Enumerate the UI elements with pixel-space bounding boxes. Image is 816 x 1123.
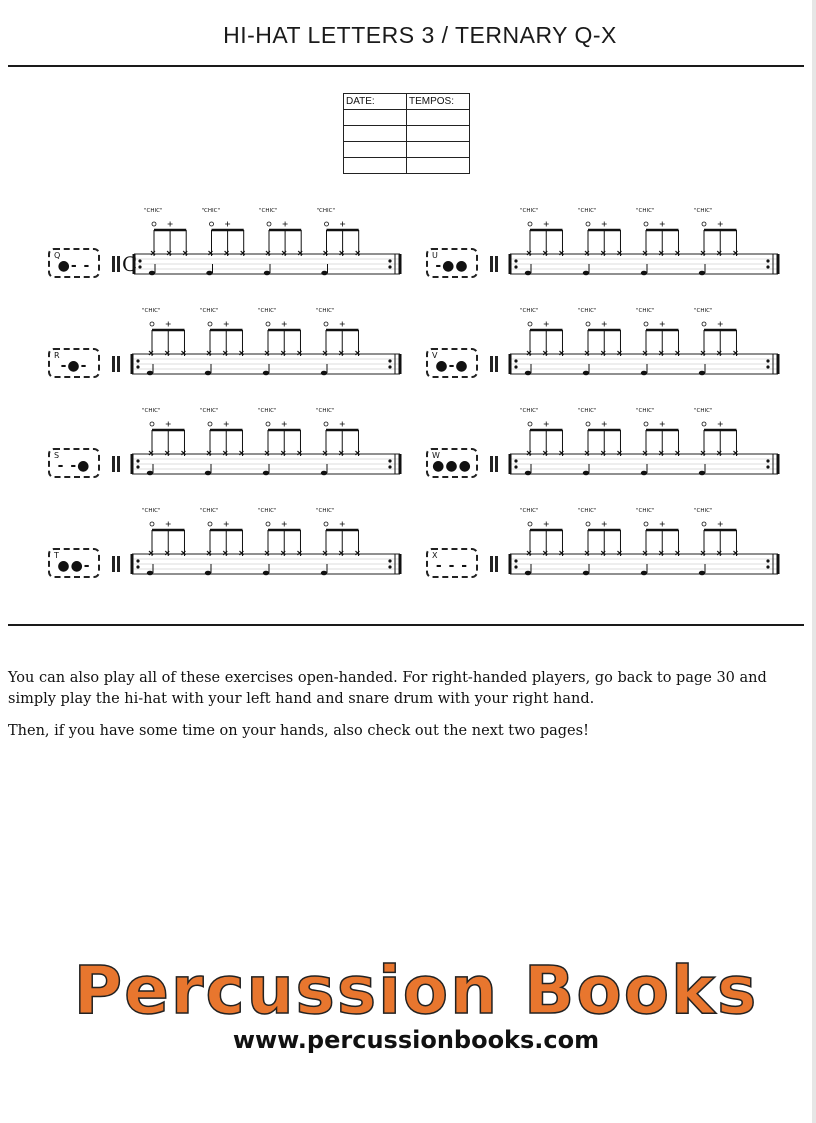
open-marker	[586, 222, 590, 226]
chic-label: "CHIC"	[520, 208, 539, 214]
repeat-dot	[388, 359, 391, 362]
closed-marker	[544, 422, 549, 427]
open-marker	[324, 322, 328, 326]
open-marker	[528, 422, 532, 426]
chic-label: "CHIC"	[142, 508, 161, 514]
clef-bar	[112, 256, 115, 272]
tempo-cell[interactable]	[407, 126, 470, 142]
chic-label: "CHIC"	[258, 508, 277, 514]
repeat-dot	[388, 565, 391, 568]
open-marker	[644, 222, 648, 226]
chic-label: "CHIC"	[694, 308, 713, 314]
exercise-v	[426, 298, 786, 388]
bass-drum-note	[583, 471, 589, 476]
letter-pattern: -●●	[435, 258, 469, 274]
bass-drum-note	[641, 371, 647, 376]
bass-drum-note	[699, 271, 705, 276]
clef-bar	[490, 556, 493, 572]
letter-label: Q	[54, 251, 61, 260]
page-title: HI-HAT LETTERS 3 / TERNARY Q-X	[223, 22, 617, 48]
repeat-dot	[136, 459, 139, 462]
open-marker	[324, 522, 328, 526]
clef-bar	[112, 456, 115, 472]
tempo-cell[interactable]	[407, 110, 470, 126]
instruction-paragraph: You can also play all of these exercises open-handed. For right-handed players, go back to page 30 and simply play the hi-hat with your left hand and snare drum with your right hand.	[8, 670, 767, 707]
top-rule	[8, 65, 804, 67]
letter-label: S	[54, 451, 60, 460]
bass-drum-note	[149, 271, 155, 276]
instructions	[8, 668, 808, 753]
letter-label: U	[432, 251, 438, 260]
letter-pattern: ●-●	[435, 358, 469, 374]
drum-staff	[110, 398, 410, 488]
date-cell[interactable]	[344, 126, 407, 142]
exercise-t	[48, 498, 408, 588]
repeat-dot	[388, 465, 391, 468]
chic-label: "CHIC"	[200, 408, 219, 414]
closed-marker	[544, 222, 549, 227]
chic-label: "CHIC"	[316, 508, 335, 514]
chic-label: "CHIC"	[636, 208, 655, 214]
open-marker	[586, 522, 590, 526]
clef-bar	[112, 556, 115, 572]
bass-drum-note	[205, 471, 211, 476]
repeat-dot	[514, 465, 517, 468]
chic-label: "CHIC"	[316, 208, 335, 214]
closed-marker	[168, 222, 173, 227]
chic-label: "CHIC"	[142, 408, 161, 414]
bass-drum-note	[641, 271, 647, 276]
closed-marker	[660, 222, 665, 227]
chic-label: "CHIC"	[578, 208, 597, 214]
date-cell[interactable]	[344, 142, 407, 158]
letter-pattern: ●●-	[57, 558, 91, 574]
chic-label: "CHIC"	[142, 308, 161, 314]
closed-marker	[283, 222, 288, 227]
closed-marker	[544, 322, 549, 327]
bass-drum-note	[263, 471, 269, 476]
chic-label: "CHIC"	[578, 408, 597, 414]
closed-marker	[225, 222, 230, 227]
chic-label: "CHIC"	[259, 208, 278, 214]
repeat-dot	[388, 559, 391, 562]
closed-marker	[718, 522, 723, 527]
repeat-dot	[388, 459, 391, 462]
repeat-dot	[766, 559, 769, 562]
letter-box	[48, 548, 100, 578]
letter-box	[48, 348, 100, 378]
open-marker	[644, 422, 648, 426]
open-marker	[208, 322, 212, 326]
closed-marker	[166, 522, 171, 527]
letter-label: X	[432, 551, 438, 560]
repeat-dot	[138, 265, 141, 268]
closed-marker	[660, 422, 665, 427]
letter-box	[48, 248, 100, 278]
bass-drum-note	[641, 571, 647, 576]
bass-drum-note	[147, 571, 153, 576]
closed-marker	[224, 522, 229, 527]
open-marker	[644, 522, 648, 526]
closed-marker	[224, 322, 229, 327]
drum-staff	[110, 198, 410, 288]
open-marker	[152, 222, 156, 226]
open-marker	[150, 322, 154, 326]
clef-bar	[117, 356, 120, 372]
date-cell[interactable]	[344, 110, 407, 126]
practice-log-table	[343, 93, 470, 174]
clef-bar	[495, 556, 498, 572]
closed-marker	[544, 522, 549, 527]
instruction-paragraph: Then, if you have some time on your hands, also check out the next two pages!	[8, 723, 589, 739]
chic-label: "CHIC"	[316, 408, 335, 414]
repeat-dot	[138, 259, 141, 262]
drum-staff	[488, 298, 788, 388]
letter-box	[426, 448, 478, 478]
bass-drum-note	[205, 571, 211, 576]
repeat-dot	[766, 565, 769, 568]
repeat-dot	[136, 359, 139, 362]
bass-drum-note	[264, 271, 270, 276]
bass-drum-note	[699, 371, 705, 376]
letter-label: T	[54, 551, 59, 560]
closed-marker	[166, 322, 171, 327]
repeat-dot	[388, 265, 391, 268]
closed-marker	[718, 222, 723, 227]
chic-label: "CHIC"	[200, 508, 219, 514]
repeat-dot	[514, 459, 517, 462]
chic-label: "CHIC"	[694, 408, 713, 414]
chic-label: "CHIC"	[200, 308, 219, 314]
bass-drum-note	[147, 371, 153, 376]
chic-label: "CHIC"	[201, 208, 220, 214]
closed-marker	[282, 322, 287, 327]
repeat-dot	[136, 559, 139, 562]
letter-label: W	[432, 451, 440, 460]
bass-drum-note	[583, 571, 589, 576]
exercise-r	[48, 298, 408, 388]
open-marker	[528, 222, 532, 226]
clef-bar	[495, 256, 498, 272]
closed-marker	[602, 522, 607, 527]
letter-box	[426, 548, 478, 578]
closed-marker	[660, 322, 665, 327]
chic-label: "CHIC"	[316, 308, 335, 314]
closed-marker	[224, 422, 229, 427]
bass-drum-note	[205, 371, 211, 376]
repeat-dot	[136, 365, 139, 368]
closed-marker	[602, 422, 607, 427]
tempos-header: TEMPOS:	[407, 94, 470, 110]
open-marker	[586, 422, 590, 426]
bass-drum-note	[525, 371, 531, 376]
bass-drum-note	[641, 471, 647, 476]
bass-drum-note	[525, 271, 531, 276]
closed-marker	[166, 422, 171, 427]
open-marker	[266, 422, 270, 426]
open-marker	[702, 222, 706, 226]
bass-drum-note	[699, 571, 705, 576]
open-marker	[702, 522, 706, 526]
bass-drum-note	[321, 271, 327, 276]
repeat-dot	[136, 465, 139, 468]
repeat-dot	[514, 365, 517, 368]
drum-staff	[110, 298, 410, 388]
open-marker	[702, 422, 706, 426]
repeat-dot	[766, 265, 769, 268]
repeat-dot	[766, 465, 769, 468]
repeat-dot	[514, 265, 517, 268]
chic-label: "CHIC"	[694, 208, 713, 214]
chic-label: "CHIC"	[258, 308, 277, 314]
clef-bar	[490, 356, 493, 372]
repeat-dot	[388, 365, 391, 368]
closed-marker	[718, 322, 723, 327]
chic-label: "CHIC"	[636, 308, 655, 314]
letter-label: R	[54, 351, 60, 360]
exercise-w	[426, 398, 786, 488]
bass-drum-note	[321, 371, 327, 376]
exercise-q	[48, 198, 408, 288]
clef-bar	[117, 556, 120, 572]
chic-label: "CHIC"	[144, 208, 163, 214]
repeat-dot	[514, 359, 517, 362]
open-marker	[210, 222, 214, 226]
open-marker	[150, 422, 154, 426]
letter-box	[426, 248, 478, 278]
repeat-dot	[514, 259, 517, 262]
open-marker	[150, 522, 154, 526]
drum-staff	[488, 398, 788, 488]
open-marker	[702, 322, 706, 326]
bass-drum-note	[525, 471, 531, 476]
chic-label: "CHIC"	[520, 308, 539, 314]
chic-label: "CHIC"	[578, 508, 597, 514]
letter-pattern: ●●●	[432, 458, 472, 474]
closed-marker	[340, 322, 345, 327]
repeat-dot	[766, 359, 769, 362]
exercise-u	[426, 198, 786, 288]
open-marker	[208, 522, 212, 526]
open-marker	[267, 222, 271, 226]
drum-staff	[488, 498, 788, 588]
date-header: DATE:	[344, 94, 407, 110]
closed-marker	[282, 422, 287, 427]
closed-marker	[340, 422, 345, 427]
closed-marker	[340, 222, 345, 227]
date-cell[interactable]	[344, 158, 407, 174]
bass-drum-note	[263, 571, 269, 576]
repeat-dot	[388, 259, 391, 262]
chic-label: "CHIC"	[520, 408, 539, 414]
bass-drum-note	[321, 471, 327, 476]
clef-bar	[495, 356, 498, 372]
closed-marker	[602, 222, 607, 227]
clef-bar	[490, 456, 493, 472]
open-marker	[266, 322, 270, 326]
open-marker	[528, 322, 532, 326]
letter-box	[48, 448, 100, 478]
bass-drum-note	[263, 371, 269, 376]
closed-marker	[660, 522, 665, 527]
chic-label: "CHIC"	[636, 408, 655, 414]
bass-drum-note	[699, 471, 705, 476]
chic-label: "CHIC"	[578, 308, 597, 314]
chic-label: "CHIC"	[636, 508, 655, 514]
clef-bar	[495, 456, 498, 472]
letter-box	[426, 348, 478, 378]
letter-pattern: -●-	[60, 358, 88, 374]
drum-staff	[110, 498, 410, 588]
open-marker	[266, 522, 270, 526]
open-marker	[325, 222, 329, 226]
tempo-cell[interactable]	[407, 142, 470, 158]
chic-label: "CHIC"	[258, 408, 277, 414]
exercise-x	[426, 498, 786, 588]
letter-label: V	[432, 351, 438, 360]
repeat-dot	[766, 365, 769, 368]
chic-label: "CHIC"	[694, 508, 713, 514]
bass-drum-note	[321, 571, 327, 576]
bass-drum-note	[206, 271, 212, 276]
tempo-cell[interactable]	[407, 158, 470, 174]
clef-bar	[112, 356, 115, 372]
time-signature: C	[122, 252, 138, 276]
brand-url: www.percussionbooks.com	[232, 1026, 600, 1054]
closed-marker	[602, 322, 607, 327]
clef-bar	[117, 256, 120, 272]
repeat-dot	[766, 459, 769, 462]
repeat-dot	[514, 565, 517, 568]
bass-drum-note	[583, 371, 589, 376]
closed-marker	[718, 422, 723, 427]
closed-marker	[340, 522, 345, 527]
drum-staff	[488, 198, 788, 288]
repeat-dot	[766, 259, 769, 262]
chic-label: "CHIC"	[520, 508, 539, 514]
open-marker	[586, 322, 590, 326]
bass-drum-note	[525, 571, 531, 576]
clef-bar	[117, 456, 120, 472]
open-marker	[528, 522, 532, 526]
brand-logo: Percussion Books	[73, 952, 759, 1029]
letter-pattern: - - -	[435, 558, 469, 574]
bass-drum-note	[147, 471, 153, 476]
open-marker	[324, 422, 328, 426]
open-marker	[644, 322, 648, 326]
letter-pattern: - -●	[57, 458, 91, 474]
exercise-s	[48, 398, 408, 488]
repeat-dot	[514, 559, 517, 562]
repeat-dot	[136, 565, 139, 568]
closed-marker	[282, 522, 287, 527]
bass-drum-note	[583, 271, 589, 276]
open-marker	[208, 422, 212, 426]
letter-pattern: ●- -	[57, 258, 91, 274]
clef-bar	[490, 256, 493, 272]
bottom-rule	[8, 624, 804, 626]
